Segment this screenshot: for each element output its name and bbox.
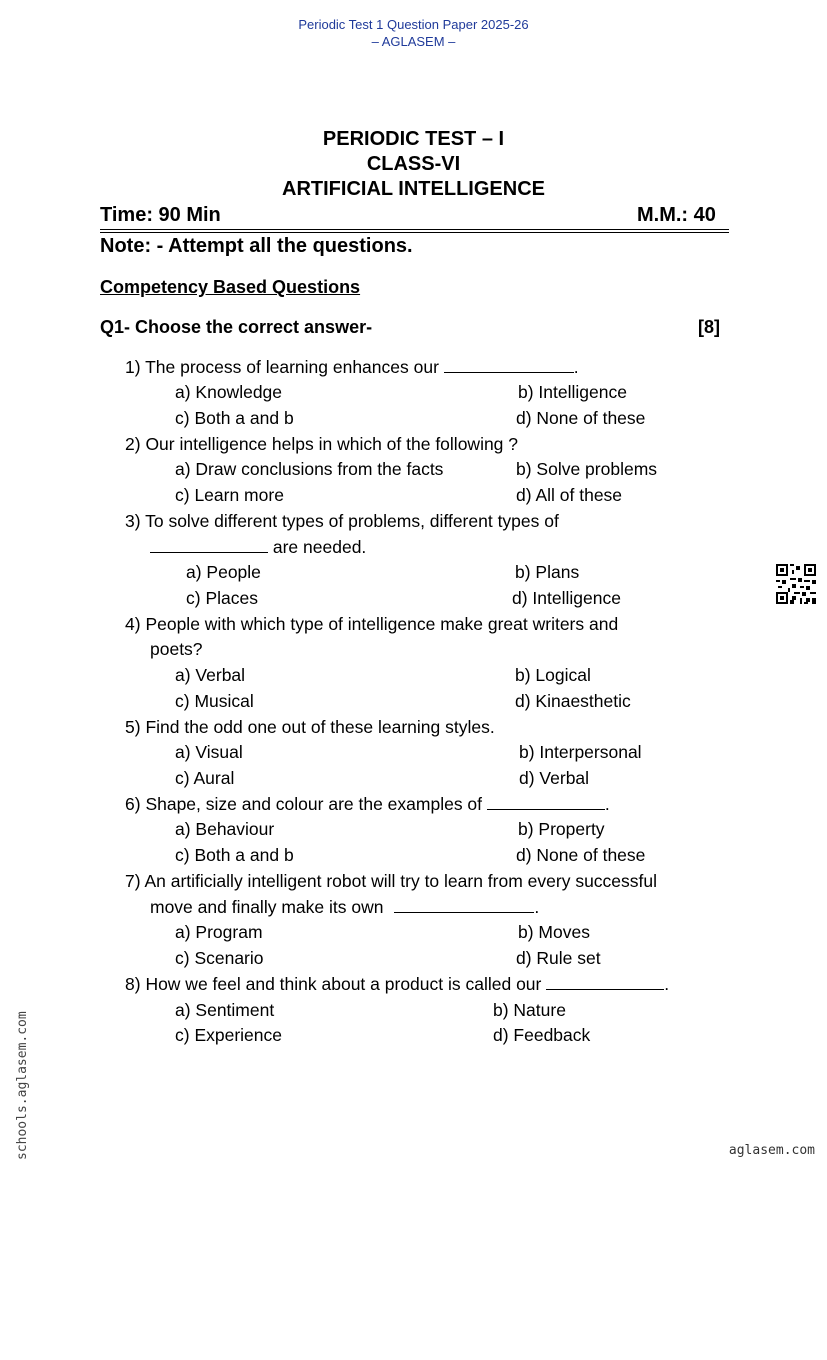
- question-text: Our intelligence helps in which of the following ?: [145, 434, 519, 454]
- option-b: b) Nature: [493, 1000, 566, 1020]
- answer-blank: [444, 358, 574, 373]
- question-7: [125, 871, 657, 892]
- option-c: c) Musical: [175, 691, 254, 711]
- option-c: c) Both a and b: [175, 845, 294, 865]
- option-c: c) Places: [186, 588, 258, 608]
- option-d: d) All of these: [516, 485, 623, 505]
- option-d: d) Kinaesthetic: [515, 691, 631, 711]
- note-text: Note: - Attempt all the questions.: [100, 235, 413, 257]
- question-text-2: are needed.: [272, 537, 367, 557]
- question-8: [125, 974, 669, 995]
- double-rule-bottom: [100, 232, 729, 233]
- option-a: a) Visual: [175, 742, 243, 762]
- footer-text: aglasem.com: [728, 1143, 815, 1158]
- answer-blank: [487, 795, 605, 810]
- max-marks-label: M.M.: 40: [637, 204, 716, 226]
- qr-code-icon: [776, 564, 816, 609]
- question-text-2: move and finally make its own: [150, 897, 384, 917]
- option-b: b) Property: [518, 819, 605, 839]
- option-d: d) Rule set: [516, 948, 601, 968]
- option-b: b) Plans: [515, 562, 580, 582]
- question-4: [125, 614, 618, 635]
- option-d: d) None of these: [516, 408, 646, 428]
- test-title: PERIODIC TEST – I: [322, 128, 505, 150]
- class-title: CLASS-VI: [366, 153, 461, 175]
- option-a: a) Program: [175, 922, 263, 942]
- question-7-line-2: [150, 897, 539, 918]
- option-d: d) Verbal: [519, 768, 590, 788]
- side-watermark: [15, 1011, 30, 1360]
- header-line-2: – AGLASEM –: [371, 34, 456, 49]
- option-a: a) Verbal: [175, 665, 246, 685]
- question-number: 8): [125, 974, 141, 994]
- option-a: a) Draw conclusions from the facts: [175, 459, 444, 479]
- question-number: 6): [125, 794, 141, 814]
- option-c: c) Experience: [175, 1025, 282, 1045]
- question-text: Find the odd one out of these learning styles.: [145, 717, 495, 737]
- question-text: How we feel and think about a product is called our: [145, 974, 542, 994]
- question-text: Shape, size and colour are the examples of: [145, 794, 483, 814]
- option-b: b) Intelligence: [518, 382, 627, 402]
- subject-title: ARTIFICIAL INTELLIGENCE: [282, 178, 545, 200]
- option-c: c) Both a and b: [175, 408, 294, 428]
- question-text: To solve different types of problems, different types of: [145, 511, 559, 531]
- question-6: [125, 794, 610, 815]
- question-number: 1): [125, 357, 141, 377]
- answer-blank: [150, 538, 268, 553]
- question-end: .: [573, 357, 579, 377]
- option-a: a) People: [186, 562, 261, 582]
- question-4-line-2: poets?: [150, 639, 203, 659]
- option-c: c) Aural: [175, 768, 235, 788]
- q1-marks: [8]: [698, 317, 720, 337]
- question-3-line-2: [150, 537, 366, 558]
- question-end: .: [534, 897, 540, 917]
- question-text: People with which type of intelligence make great writers and: [145, 614, 619, 634]
- option-c: c) Learn more: [175, 485, 284, 505]
- question-number: 3): [125, 511, 141, 531]
- question-2: [125, 434, 518, 455]
- answer-blank: [394, 898, 534, 913]
- option-b: b) Logical: [515, 665, 591, 685]
- question-number: 4): [125, 614, 141, 634]
- option-c: c) Scenario: [175, 948, 264, 968]
- question-end: .: [604, 794, 610, 814]
- option-b: b) Moves: [518, 922, 590, 942]
- question-text: The process of learning enhances our: [145, 357, 439, 377]
- question-end: .: [664, 974, 670, 994]
- option-a: a) Knowledge: [175, 382, 283, 402]
- question-text: An artificially intelligent robot will try to learn from every successful: [144, 871, 658, 891]
- answer-blank: [546, 975, 664, 990]
- section-heading: Competency Based Questions: [100, 277, 361, 297]
- question-5: [125, 717, 495, 738]
- question-number: 2): [125, 434, 141, 454]
- q1-heading: Q1- Choose the correct answer-: [100, 317, 373, 337]
- option-b: b) Solve problems: [516, 459, 658, 479]
- question-3: [125, 511, 559, 532]
- option-a: a) Behaviour: [175, 819, 275, 839]
- option-a: a) Sentiment: [175, 1000, 275, 1020]
- option-b: b) Interpersonal: [519, 742, 642, 762]
- option-d: d) Intelligence: [512, 588, 621, 608]
- double-rule-top: [100, 229, 729, 230]
- time-label: Time: 90 Min: [100, 204, 221, 226]
- question-number: 7): [125, 871, 141, 891]
- header-line-1: Periodic Test 1 Question Paper 2025-26: [298, 17, 529, 32]
- option-d: d) None of these: [516, 845, 646, 865]
- option-d: d) Feedback: [493, 1025, 591, 1045]
- question-number: 5): [125, 717, 141, 737]
- question-1: [125, 357, 579, 378]
- side-watermark-text: schools.aglasem.com: [15, 1011, 30, 1160]
